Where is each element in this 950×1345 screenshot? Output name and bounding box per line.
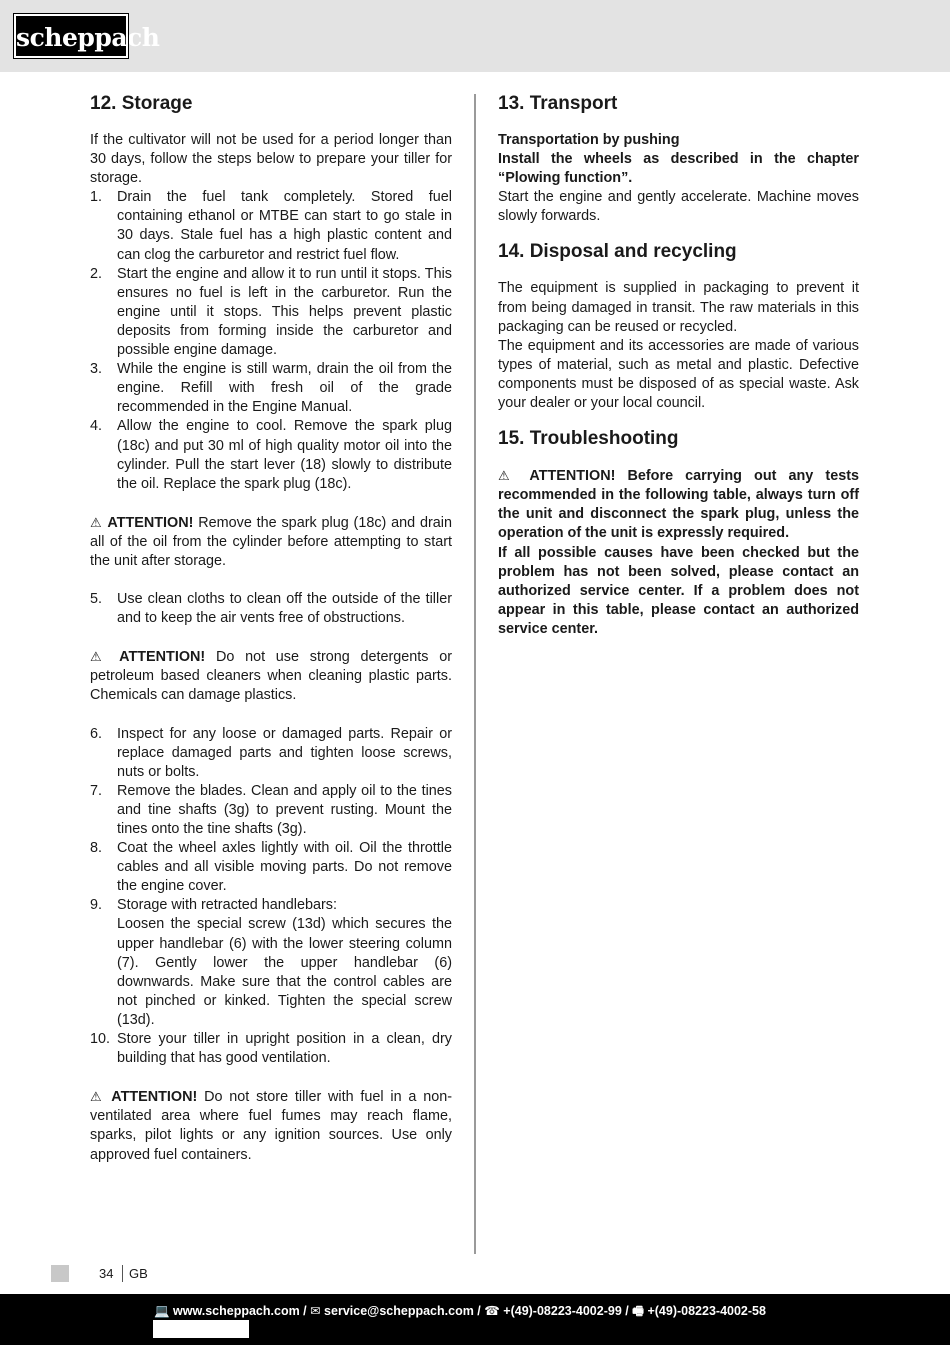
list-item: 1. Drain the fuel tank completely. Stored fuel containing ethanol or MTBE can start to go stale in 30 days. Stale fuel has a high plastic content and can clog the carburetor and restrict fuel flow. bbox=[90, 189, 452, 263]
warning-triangle-icon: ⚠ bbox=[90, 1089, 105, 1105]
list-item: 4. Allow the engine to cool. Remove the spark plug (18c) and put 30 ml of high quality motor oil into the cylinder. Pull the start lever (18) slowly to distribute the oil. Replace the spark plug (18c). bbox=[90, 418, 452, 492]
list-item: 5. Use clean cloths to clean off the outside of the tiller and to keep the air vents free of obstructions. bbox=[90, 591, 452, 627]
page-number-divider bbox=[122, 1265, 123, 1282]
page-header bbox=[0, 0, 950, 72]
list-item: 10. Store your tiller in upright position in a clean, dry building that has good ventilation. bbox=[90, 1031, 452, 1067]
disposal-paragraph: The equipment is supplied in packaging to prevent it from being damaged in transit. The raw materials in this packaging can be reused or recycled. bbox=[498, 280, 859, 335]
page-marker bbox=[51, 1265, 69, 1282]
list-item: 2. Start the engine and allow it to run until it stops. This ensures no fuel is left in the carburetor. Run the engine until it stops. This helps prevent plastic deposits from forming inside the carburetor and possible engine damage. bbox=[90, 265, 452, 359]
warning-triangle-icon: ⚠ bbox=[90, 514, 103, 530]
transport-heading: 13. Transport bbox=[498, 93, 618, 114]
page-number: 34 bbox=[99, 1266, 114, 1281]
brand-logo: scheppach bbox=[14, 14, 128, 58]
attention-note: ⚠ ATTENTION! Before carrying out any tests recommended in the following table, always turn off the unit and disconnect the spark plug, unless the operation of the unit is expressly required. bbox=[498, 468, 859, 542]
attention-note: ⚠ ATTENTION! Do not use strong detergents or petroleum based cleaners when cleaning plastic parts. Chemicals can damage plastics. bbox=[90, 649, 453, 704]
transport-instruction: Install the wheels as described in the chapter “Plowing function”. bbox=[498, 151, 859, 187]
troubleshooting-paragraph: If all possible causes have been checked but the problem has not been solved, please contact an authorized service center. If a problem does not appear in this table, please contact an authorized service center. bbox=[498, 544, 859, 637]
storage-heading: 12. Storage bbox=[90, 93, 193, 114]
transport-text: Start the engine and gently accelerate. Machine moves slowly forwards. bbox=[498, 189, 859, 225]
storage-steps-a bbox=[90, 188, 452, 494]
column-divider bbox=[474, 94, 476, 1254]
storage-intro: If the cultivator will not be used for a period longer than 30 days, follow the steps below to prepare your tiller for storage. bbox=[90, 132, 452, 187]
left-column bbox=[90, 92, 452, 1165]
disposal-paragraph: The equipment and its accessories are made of various types of material, such as metal and plastic. Defective components must be disposed of as special waste. Ask your dealer or your local council. bbox=[498, 337, 859, 412]
footer-contact: 💻 www.scheppach.com / ✉ service@scheppach.com / ☎ +(49)-08223-4002-99 / 🖷 +(49)-08223-4002-58 bbox=[154, 1304, 766, 1318]
transport-subheading: Transportation by pushing bbox=[498, 132, 680, 148]
attention-note: ⚠ ATTENTION! Remove the spark plug (18c) and drain all of the oil from the cylinder before attempting to start the unit after storage. bbox=[90, 514, 453, 569]
footer-block bbox=[153, 1320, 249, 1338]
warning-triangle-icon: ⚠ bbox=[498, 468, 518, 484]
right-column bbox=[498, 92, 859, 639]
disposal-heading: 14. Disposal and recycling bbox=[498, 241, 737, 263]
list-item: 8. Coat the wheel axles lightly with oil. Oil the throttle cables and all visible moving parts. Do not remove the engine cover. bbox=[90, 840, 452, 895]
page-language: GB bbox=[129, 1266, 148, 1281]
list-item: 6. Inspect for any loose or damaged parts. Repair or replace damaged parts and tighten loose screws, nuts or bolts. bbox=[90, 725, 452, 780]
troubleshooting-heading: 15. Troubleshooting bbox=[498, 428, 679, 450]
list-item: 9. Storage with retracted handlebars: Loosen the special screw (13d) which secures the upper handlebar (6) with the lower steering column (7). Gently lower the upper handlebar (6) downwards. Make sure that the control cables are not pinched or kinked. Tighten the special screw (13d). bbox=[90, 897, 452, 1028]
list-item: 3. While the engine is still warm, drain the oil from the engine. Refill with fresh oil of the grade recommended in the Engine Manual. bbox=[90, 361, 452, 416]
warning-triangle-icon: ⚠ bbox=[90, 649, 109, 665]
storage-steps-b bbox=[90, 590, 452, 628]
attention-note: ⚠ ATTENTION! Do not store tiller with fuel in a non-ventilated area where fuel fumes may reach flame, sparks, pilot lights or any ignition sources. Use only approved fuel containers. bbox=[90, 1089, 453, 1163]
list-item: 7. Remove the blades. Clean and apply oil to the tines and tine shafts (3g) to prevent rusting. Mount the tines onto the tine shafts (3g). bbox=[90, 782, 452, 837]
footer-bar bbox=[0, 1294, 950, 1345]
storage-steps-c bbox=[90, 725, 452, 1069]
